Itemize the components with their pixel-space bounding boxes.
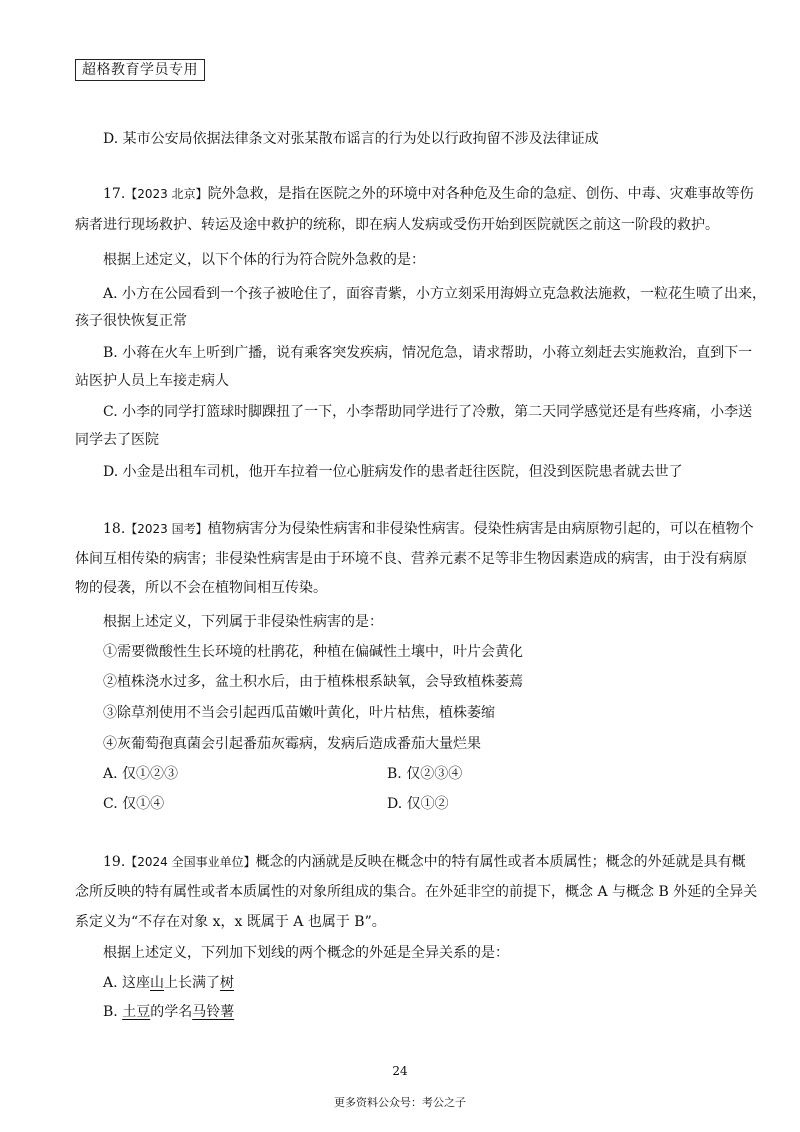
q19-definition-line-1 <box>103 852 746 872</box>
page-number: 24 <box>392 1064 408 1078</box>
q17-option-a-line-1: A. 小方在公园看到一个孩子被呛住了，面容青紫，小方立刻采用海姆立克急救法施救，一粒花生喷了出来， <box>103 286 767 302</box>
q18-definition-line-2: 体间互相传染的病害；非侵染性病害是由于环境不良、营养元素不足等非生物因素造成的病害，由于没有病原 <box>75 551 747 567</box>
q17-option-c-line-2: 同学去了医院 <box>75 432 159 448</box>
q19-option-b-middle: 的学名 <box>150 1004 193 1020</box>
q18-option-d: D. 仅①② <box>387 796 449 812</box>
q18-definition-line-3: 物的侵袭，所以不会在植物间相互传染。 <box>75 580 327 596</box>
prev-option-d: D. 某市公安局依据法律条文对张某散布谣言的行为处以行政拘留不涉及法律证成 <box>103 131 599 147</box>
q18-def-text-1: 植物病害分为侵染性病害和非侵染性病害。侵染性病害是由病原物引起的，可以在植物个 <box>207 521 754 537</box>
q19-option-a <box>103 973 234 993</box>
q17-definition-line-2: 病者进行现场救护、转运及途中救护的统称，即在病人发病或受伤开始到医院就医之前这一阶段的救护。 <box>75 217 719 233</box>
q19-option-a-underlined-1: 山 <box>150 975 165 991</box>
q17-option-c-line-1: C. 小李的同学打篮球时脚踝扭了一下，小李帮助同学进行了冷敷，第二天同学感觉还是有些疼痛，小李送 <box>103 404 753 420</box>
q18-tag: 【2023 国考】 <box>125 522 208 536</box>
q19-option-a-prefix: A. 这座 <box>103 975 151 991</box>
q18-option-c: C. 仅①④ <box>103 796 165 812</box>
q19-option-b-underlined-1: 土豆 <box>122 1004 151 1020</box>
q18-definition-line-1 <box>103 519 754 539</box>
q18-item-2: ②植株浇水过多，盆土积水后，由于植株根系缺氧，会导致植株萎蔫 <box>103 674 523 690</box>
q17-option-a-line-2: 孩子很快恢复正常 <box>75 313 187 329</box>
q19-option-a-underlined-2: 树 <box>220 975 235 991</box>
q19-option-b-prefix: B. <box>103 1004 123 1020</box>
q17-question: 根据上述定义，以下个体的行为符合院外急救的是： <box>103 252 425 268</box>
q17-option-b-line-1: B. 小蒋在火车上听到广播，说有乘客突发疾病，情况危急，请求帮助，小蒋立刻赶去实施救治，直到下一 <box>103 345 753 361</box>
q18-question: 根据上述定义，下列属于非侵染性病害的是： <box>103 614 383 630</box>
q17-tag: 【2023 北京】 <box>125 187 208 201</box>
q18-option-a: A. 仅①②③ <box>103 766 179 782</box>
q19-definition-line-2: 念所反映的特有属性或者本质属性的对象所组成的集合。在外延非空的前提下，概念 A 与概念 B 外延的全异关 <box>75 884 758 900</box>
q19-definition-line-3: 系定义为“不存在对象 x，x 既属于 A 也属于 B”。 <box>75 914 386 930</box>
q19-option-b <box>103 1002 234 1022</box>
q19-question: 根据上述定义，下列加下划线的两个概念的外延是全异关系的是： <box>103 945 509 961</box>
q17-definition-line-1 <box>103 184 754 204</box>
q18-item-1: ①需要微酸性生长环境的杜鹃花，种植在偏碱性土壤中，叶片会黄化 <box>103 644 523 660</box>
q18-option-b: B. 仅②③④ <box>387 766 463 782</box>
q19-number: 19. <box>103 854 126 870</box>
q18-number: 18. <box>103 521 126 537</box>
q17-def-text-1: 院外急救，是指在医院之外的环境中对各种危及生命的急症、创伤、中毒、灾难事故等伤 <box>207 186 754 202</box>
q18-item-4: ④灰葡萄孢真菌会引起番茄灰霉病，发病后造成番茄大量烂果 <box>103 736 481 752</box>
q17-option-b-line-2: 站医护人员上车接走病人 <box>75 373 229 389</box>
q19-option-b-underlined-2: 马铃薯 <box>192 1004 235 1020</box>
header-label: 超格教育学员专用 <box>75 59 205 81</box>
q18-item-3: ③除草剂使用不当会引起西瓜苗嫩叶黄化，叶片枯焦，植株萎缩 <box>103 705 495 721</box>
footer-text: 更多资料公众号：考公之子 <box>334 1096 466 1109</box>
q17-number: 17. <box>103 186 126 202</box>
q19-option-a-middle: 上长满了 <box>164 975 221 991</box>
q19-tag: 【2024 全国事业单位】 <box>125 855 256 869</box>
q19-def-text-1: 概念的内涵就是反映在概念中的特有属性或者本质属性；概念的外延就是具有概 <box>255 854 746 870</box>
q17-option-d: D. 小金是出租车司机，他开车拉着一位心脏病发作的患者赶往医院，但没到医院患者就去世了 <box>103 464 683 480</box>
